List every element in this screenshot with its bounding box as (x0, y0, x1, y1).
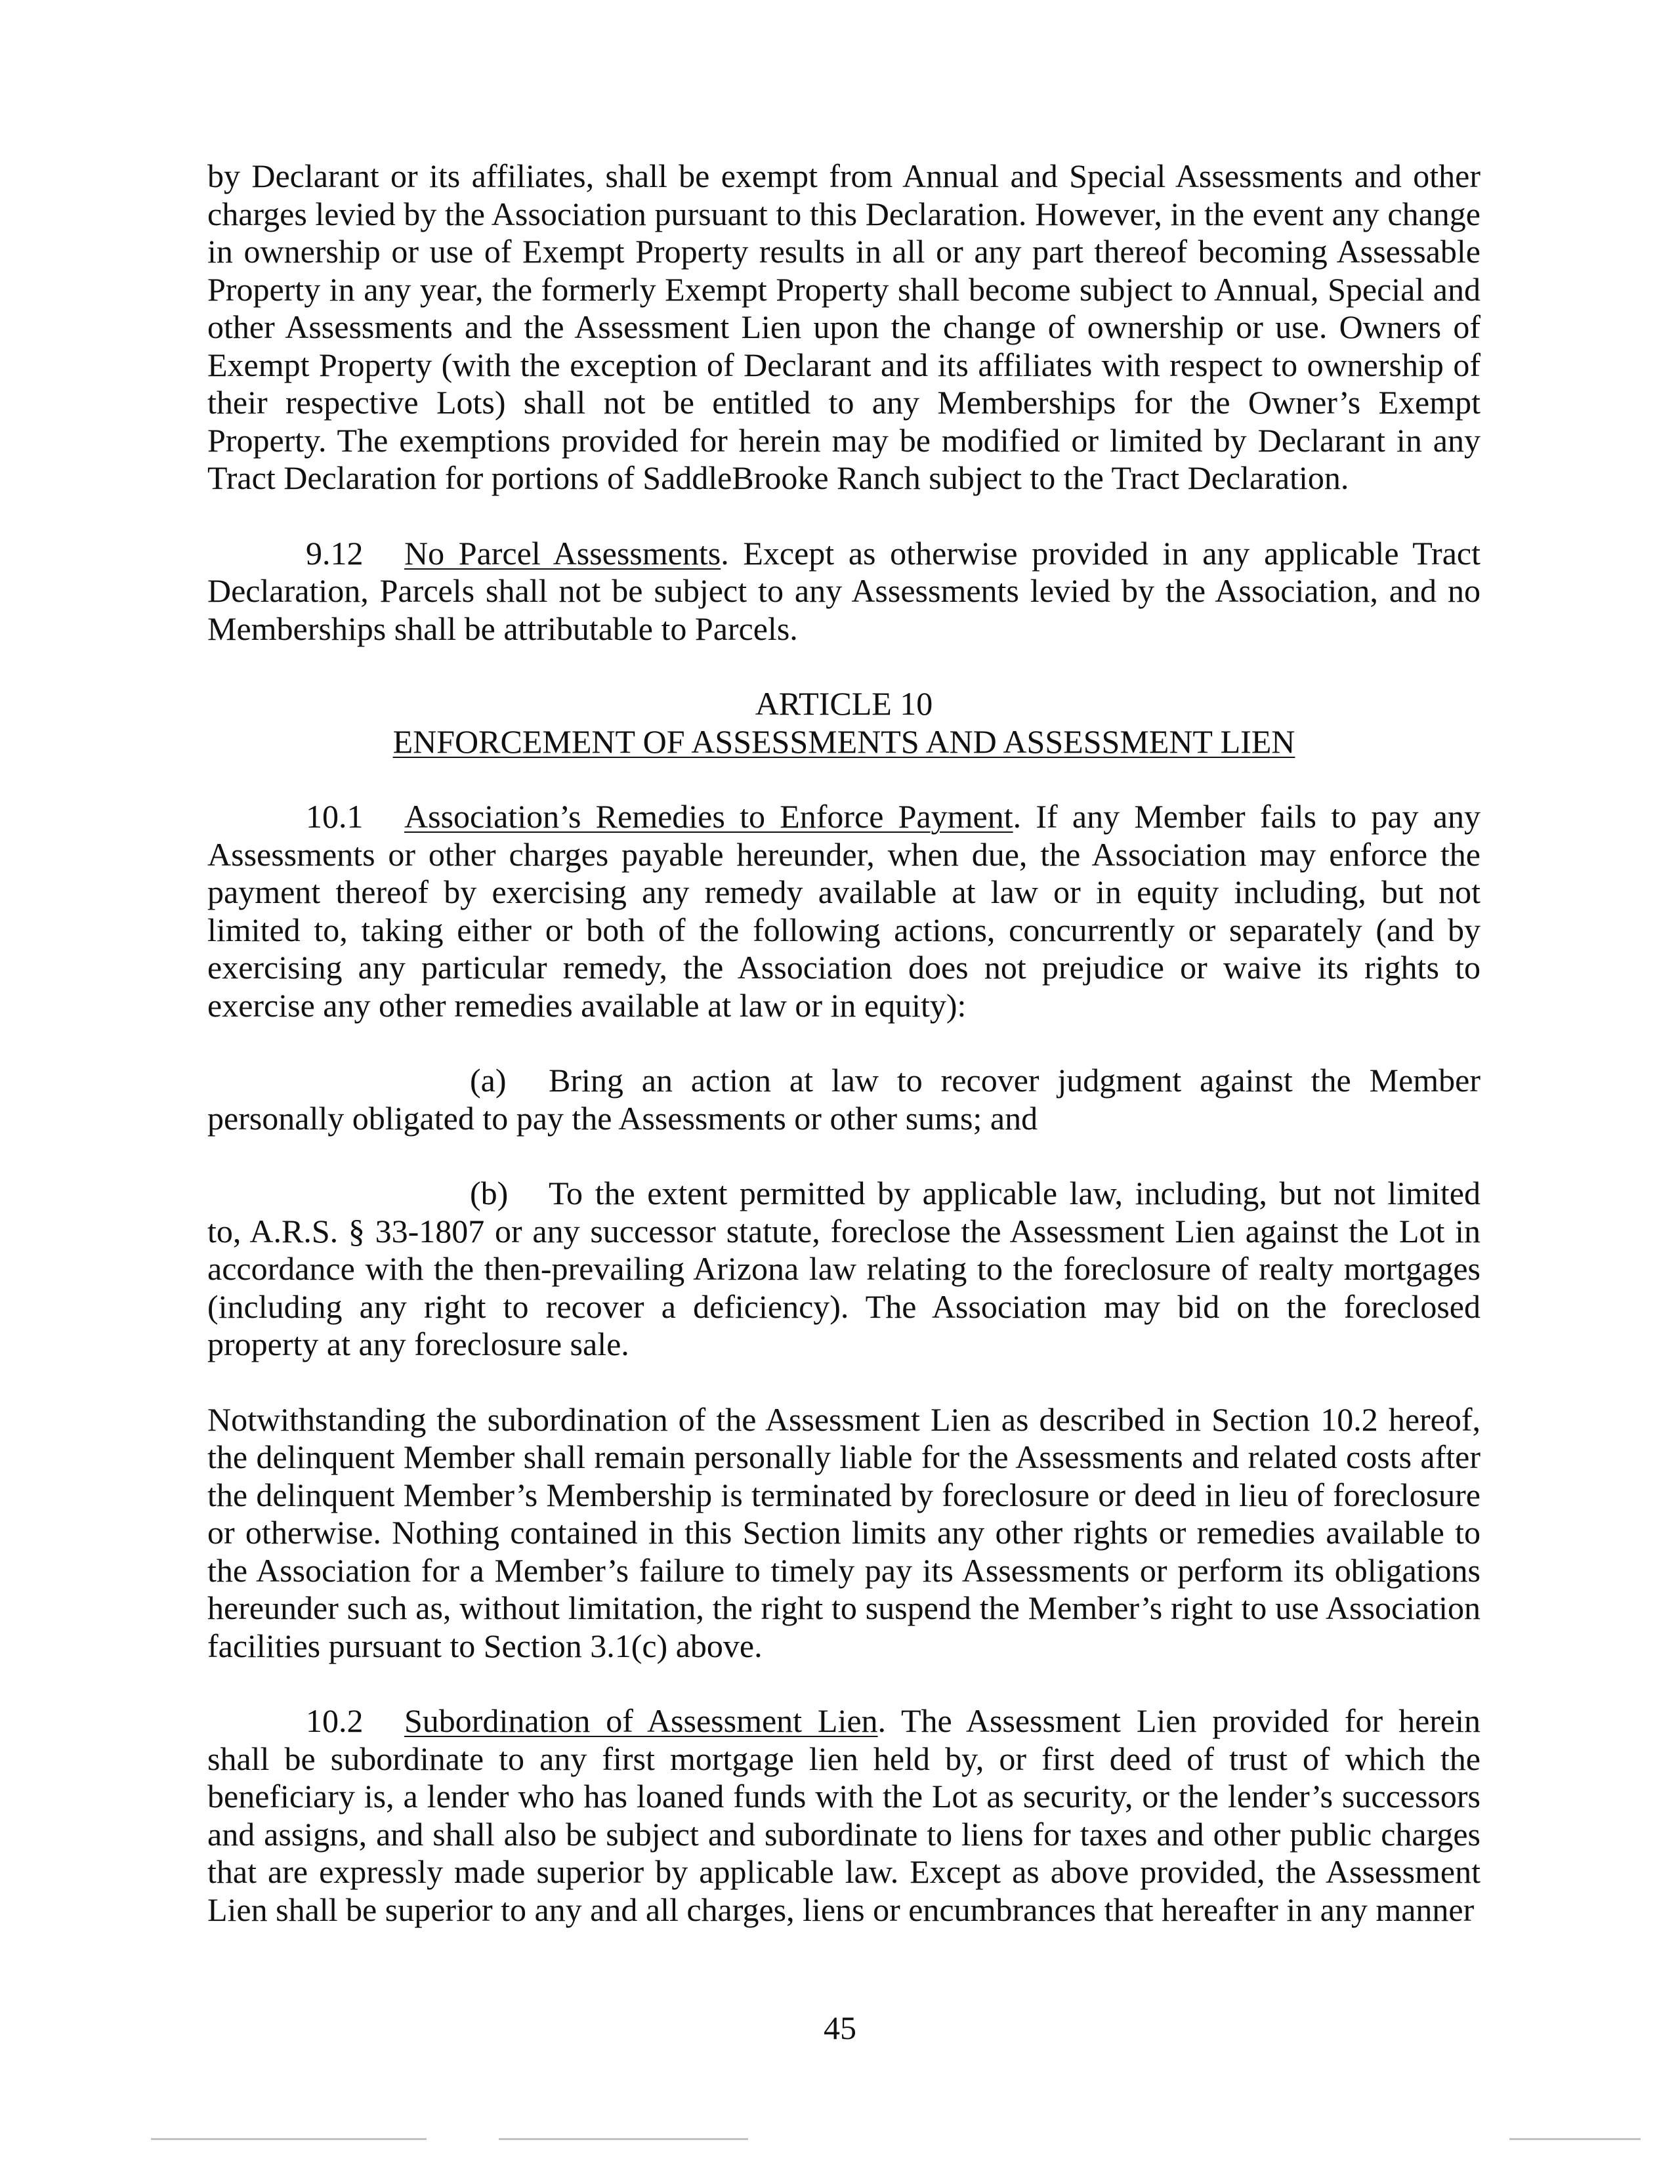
section-text: . The Assessment Lien provided for herein shall be subordinate to any first mortgage lien held by, or first deed of trust of which the beneficiary is, a lender who has loaned funds with the Lot as security, or the lender’s successors and assigns, and shall also be subject and subordinate to liens for taxes and other public charges that are expressly made superior by applicable law. Except as above provided, the Assessment Lien shall be superior to any and all charges, liens or encumbrances that hereafter in any manner (207, 1702, 1480, 1928)
section-heading: Association’s Remedies to Enforce Payment (404, 798, 1013, 835)
section-text: . If any Member fails to pay any Assessments or other charges payable hereunder, when due, the Association may enforce the payment thereof by exercising any remedy available at law or in equity including, but not limited to, taking either or both of the following actions, concurrently or separately (and by exercising any particular remedy, the Association does not prejudice or waive its rights to exercise any other remedies available at law or in equity): (207, 798, 1480, 1024)
scan-artifact (499, 2138, 748, 2140)
section-number: 10.2 (306, 1702, 364, 1739)
section-10-1 (207, 798, 1480, 1024)
paragraph-notwithstanding: Notwithstanding the subordination of the Assessment Lien as described in Section 10.2 hereof, the delinquent Member shall remain personally liable for the Assessments and related costs after the delinquent Member’s Membership is terminated by foreclosure or deed in lieu of foreclosure or otherwise. Nothing contained in this Section limits any other rights or remedies available to the Association for a Member’s failure to timely pay its Assessments or perform its obligations hereunder such as, without limitation, the right to suspend the Member’s right to use Association facilities pursuant to Section 3.1(c) above. (207, 1400, 1480, 1664)
document-page (207, 158, 1480, 1929)
subsection-text: To the extent permitted by applicable law, including, but not limited to, A.R.S. § 33-1807 or any successor statute, foreclose the Assessment Lien against the Lot in accordance with the then-prevailing Arizona law relating to the foreclosure of realty mortgages (including any right to recover a deficiency). The Association may bid on the foreclosed property at any foreclosure sale. (207, 1175, 1480, 1362)
section-text: . Except as otherwise provided in any applicable Tract Declaration, Parcels shall not be subject to any Assessments levied by the Association, and no Memberships shall be attributable to Parcels. (207, 534, 1480, 647)
paragraph-exempt-property: by Declarant or its affiliates, shall be exempt from Annual and Special Assessments and other charges levied by the Association pursuant to this Declaration. However, in the event any change in ownership or use of Exempt Property results in all or any part thereof becoming Assessable Property in any year, the formerly Exempt Property shall become subject to Annual, Special and other Assessments and the Assessment Lien upon the change of ownership or use. Owners of Exempt Property (with the exception of Declarant and its affiliates with respect to ownership of their respective Lots) shall not be entitled to any Memberships for the Owner’s Exempt Property. The exemptions provided for herein may be modified or limited by Declarant in any Tract Declaration for portions of SaddleBrooke Ranch subject to the Tract Declaration. (207, 158, 1480, 496)
scan-artifact (1509, 2138, 1641, 2140)
subsection-number: (a) (470, 1062, 507, 1099)
article-label: ARTICLE 10 (755, 685, 933, 722)
subsection-text: Bring an action at law to recover judgment against the Member personally obligated to pay the Assessments or other sums; and (207, 1062, 1480, 1137)
subsection-number: (b) (470, 1175, 509, 1211)
page-number: 45 (824, 2009, 856, 2046)
section-heading: Subordination of Assessment Lien (404, 1702, 878, 1739)
section-9-12 (207, 535, 1480, 648)
article-heading (207, 685, 1480, 761)
subsection-b (207, 1175, 1480, 1364)
article-title: ENFORCEMENT OF ASSESSMENTS AND ASSESSMENT LIEN (392, 723, 1295, 760)
section-10-2 (207, 1702, 1480, 1929)
subsection-a (207, 1062, 1480, 1137)
scan-artifact (151, 2138, 427, 2140)
section-heading: No Parcel Assessments (404, 534, 721, 572)
section-number: 10.1 (306, 798, 364, 835)
section-number: 9.12 (306, 534, 364, 572)
